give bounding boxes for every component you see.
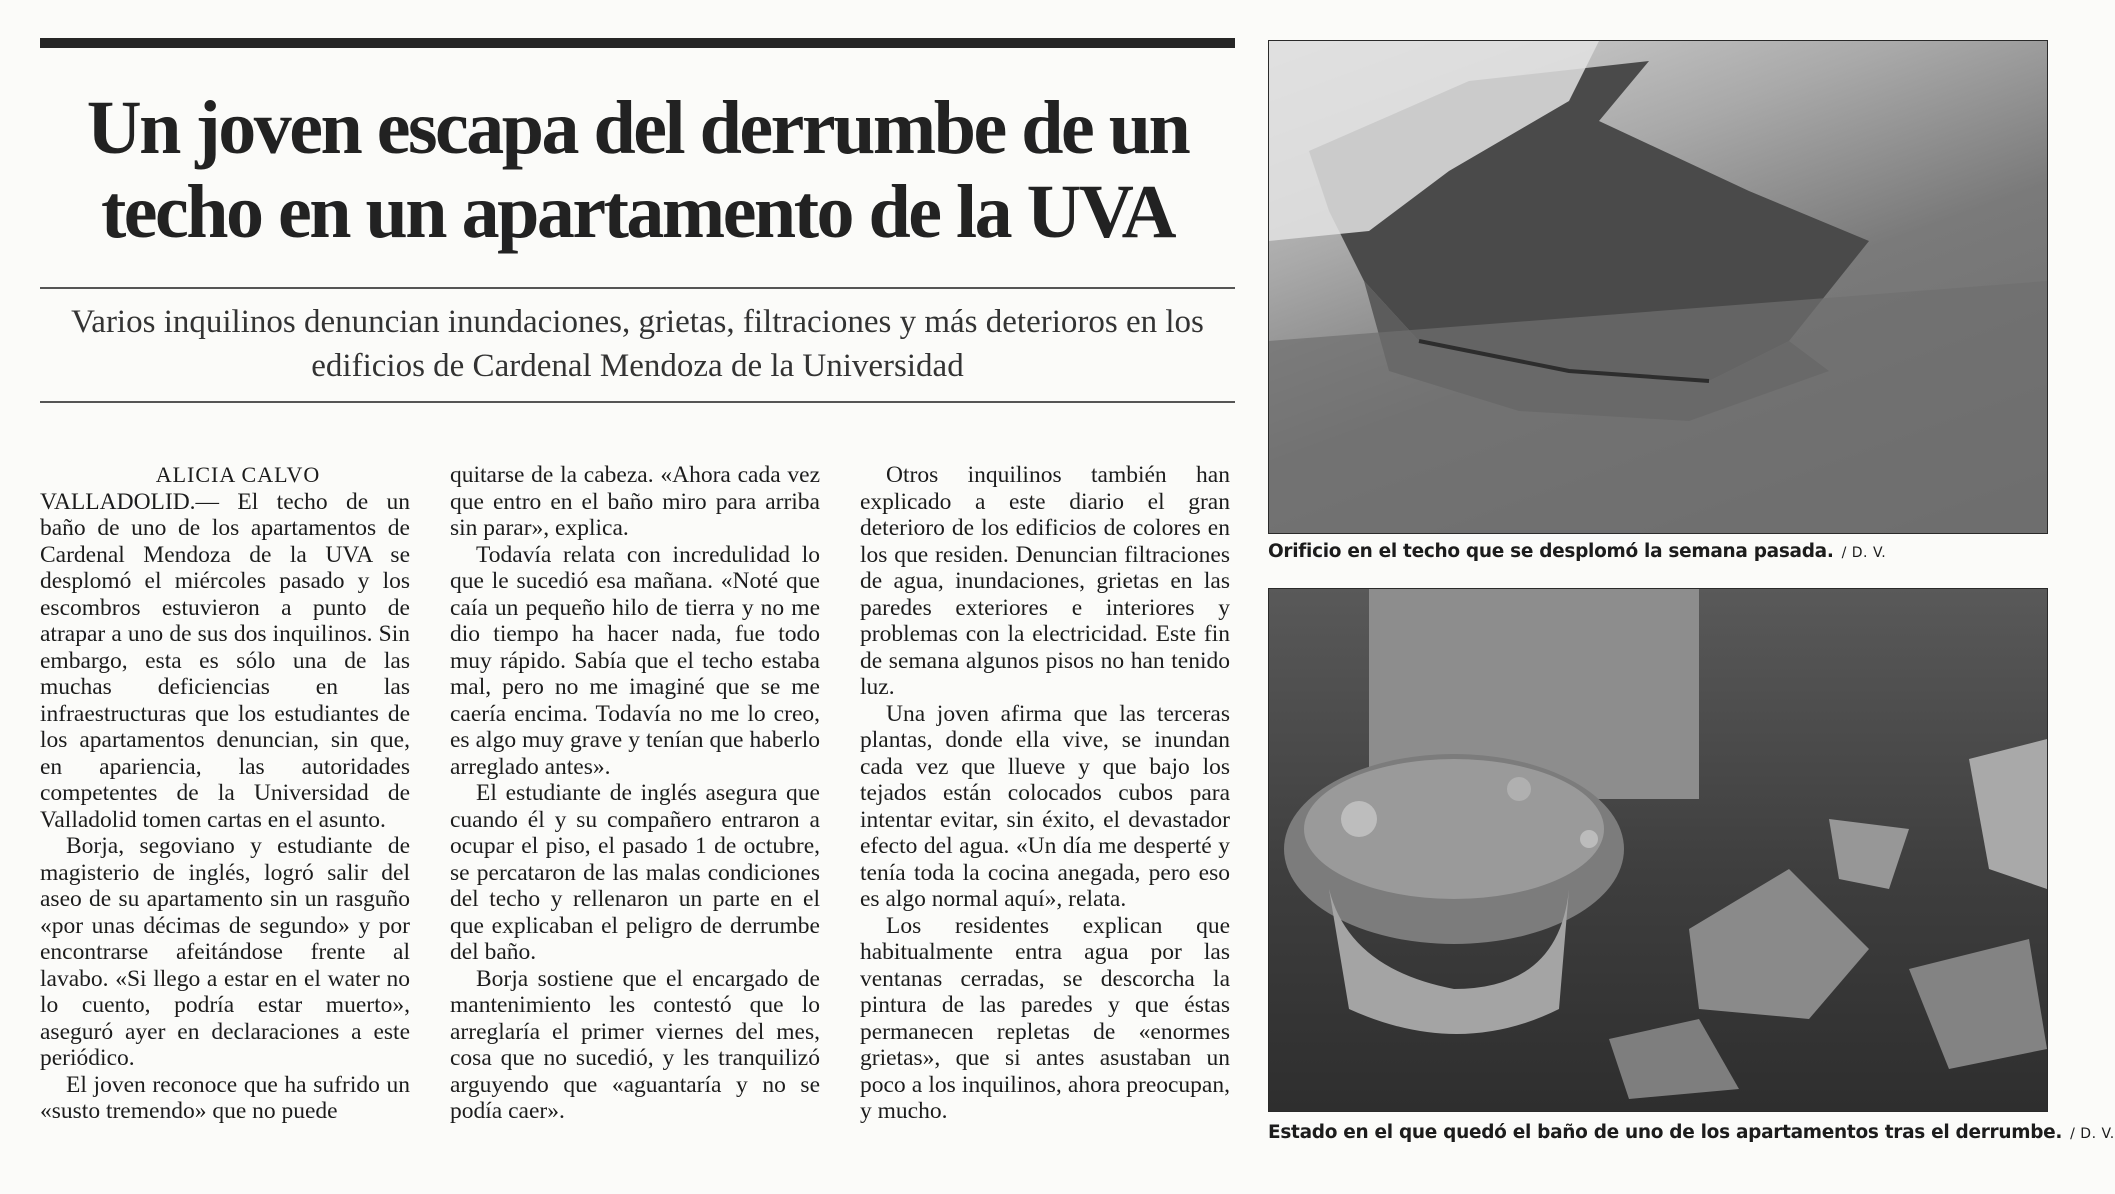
top-rule — [40, 38, 1235, 48]
headline: Un joven escapa del derrumbe de un techo en un apartamento de la UVA — [86, 86, 1189, 254]
photo-caption-1: Orificio en el techo que se desplomó la semana pasada. / D. V. — [1268, 541, 1887, 562]
ceiling-hole-photo — [1268, 40, 2048, 534]
photo-credit: / D. V. — [2070, 1126, 2115, 1142]
bathroom-debris-photo — [1268, 588, 2048, 1112]
article-paragraph: El joven reconoce que ha sufrido un «susto tremendo» que no puede — [40, 1071, 410, 1124]
article-paragraph: Borja sostiene que el encargado de mantenimiento les contestó que lo arreglaría el primer viernes del mes, cosa que no sucedió, y les tranquilizó arguyendo que «aguantaría y no se podía caer». — [450, 965, 820, 1124]
article-paragraph: Todavía relata con incredulidad lo que le sucedió esa mañana. «Noté que caía un pequeño hilo de tierra y no me dio tiempo ha hacer nada, fue todo muy rápido. Sabía que el techo estaba mal, pero no me imaginé que se me caería encima. Todavía no me lo creo, es algo muy grave y tenían que haberlo arreglado antes». — [450, 541, 820, 780]
article-paragraph: quitarse de la cabeza. «Ahora cada vez que entro en el baño miro para arriba sin parar», explica. — [450, 462, 820, 541]
article-column-2 — [450, 462, 820, 1125]
article-paragraph: Una joven afirma que las terceras plantas, donde ella vive, se inundan cada vez que llueve y que bajo los tejados están colocados cubos para intentar evitar, sin éxito, el devastador efecto del agua. «Un día me desperté y tenía toda la cocina anegada, pero eso es algo normal aquí», relata. — [860, 700, 1230, 912]
subtitle-rule-bottom — [40, 401, 1235, 403]
article-paragraph: Borja, segoviano y estudiante de magisterio de inglés, logró salir del aseo de su apartamento sin un rasguño «por unas décimas de segundo» y por encontrarse afeitándose frente al lavabo. «Si llego a estar en el water no lo cuento, podría estar muerto», aseguró ayer en declaraciones a este periódico. — [40, 833, 410, 1071]
article-paragraph: VALLADOLID.— El techo de un baño de uno de los apartamentos de Cardenal Mendoza de la UVA se desplomó el miércoles pasado y los escombros estuvieron a punto de atrapar a uno de sus dos inquilinos. Sin embargo, esta es sólo una de las muchas deficiencias en las infraestructuras que los estudiantes de los apartamentos denuncian, sin que, en apariencia, las autoridades competentes de la Universidad de Valladolid tomen cartas en el asunto. — [40, 488, 410, 833]
byline: ALICIA CALVO — [155, 462, 321, 487]
subtitle-rule-top — [40, 287, 1235, 289]
subtitle: Varios inquilinos denuncian inundaciones, grietas, filtraciones y más deterioros en los edificios de Cardenal Mendoza de la Universidad — [71, 304, 1204, 384]
article-paragraph: El estudiante de inglés asegura que cuando él y su compañero entraron a ocupar el piso, el pasado 1 de octubre, se percataron de las malas condiciones del techo y rellenaron un parte en el que explicaban el peligro de derrumbe del baño. — [450, 780, 820, 965]
photo-credit: / D. V. — [1841, 545, 1887, 561]
article-column-3 — [860, 462, 1230, 1125]
article-paragraph: Los residentes explican que habitualmente entra agua por las ventanas cerradas, se descorcha la pintura de las paredes y que éstas permanecen repletas de «enormes grietas», que si antes asustaban un poco a los inquilinos, ahora preocupan, y mucho. — [860, 912, 1230, 1124]
photo-caption-2: Estado en el que quedó el baño de uno de los apartamentos tras el derrumbe. / D. V. — [1268, 1122, 2115, 1143]
article-paragraph: Otros inquilinos también han explicado a este diario el gran deterioro de los edificios de colores en los que residen. Denuncian filtraciones de agua, inundaciones, grietas en las paredes exteriores e interiores y problemas con la electricidad. Este fin de semana algunos pisos no han tenido luz. — [860, 462, 1230, 700]
article-column-1 — [40, 462, 410, 1125]
